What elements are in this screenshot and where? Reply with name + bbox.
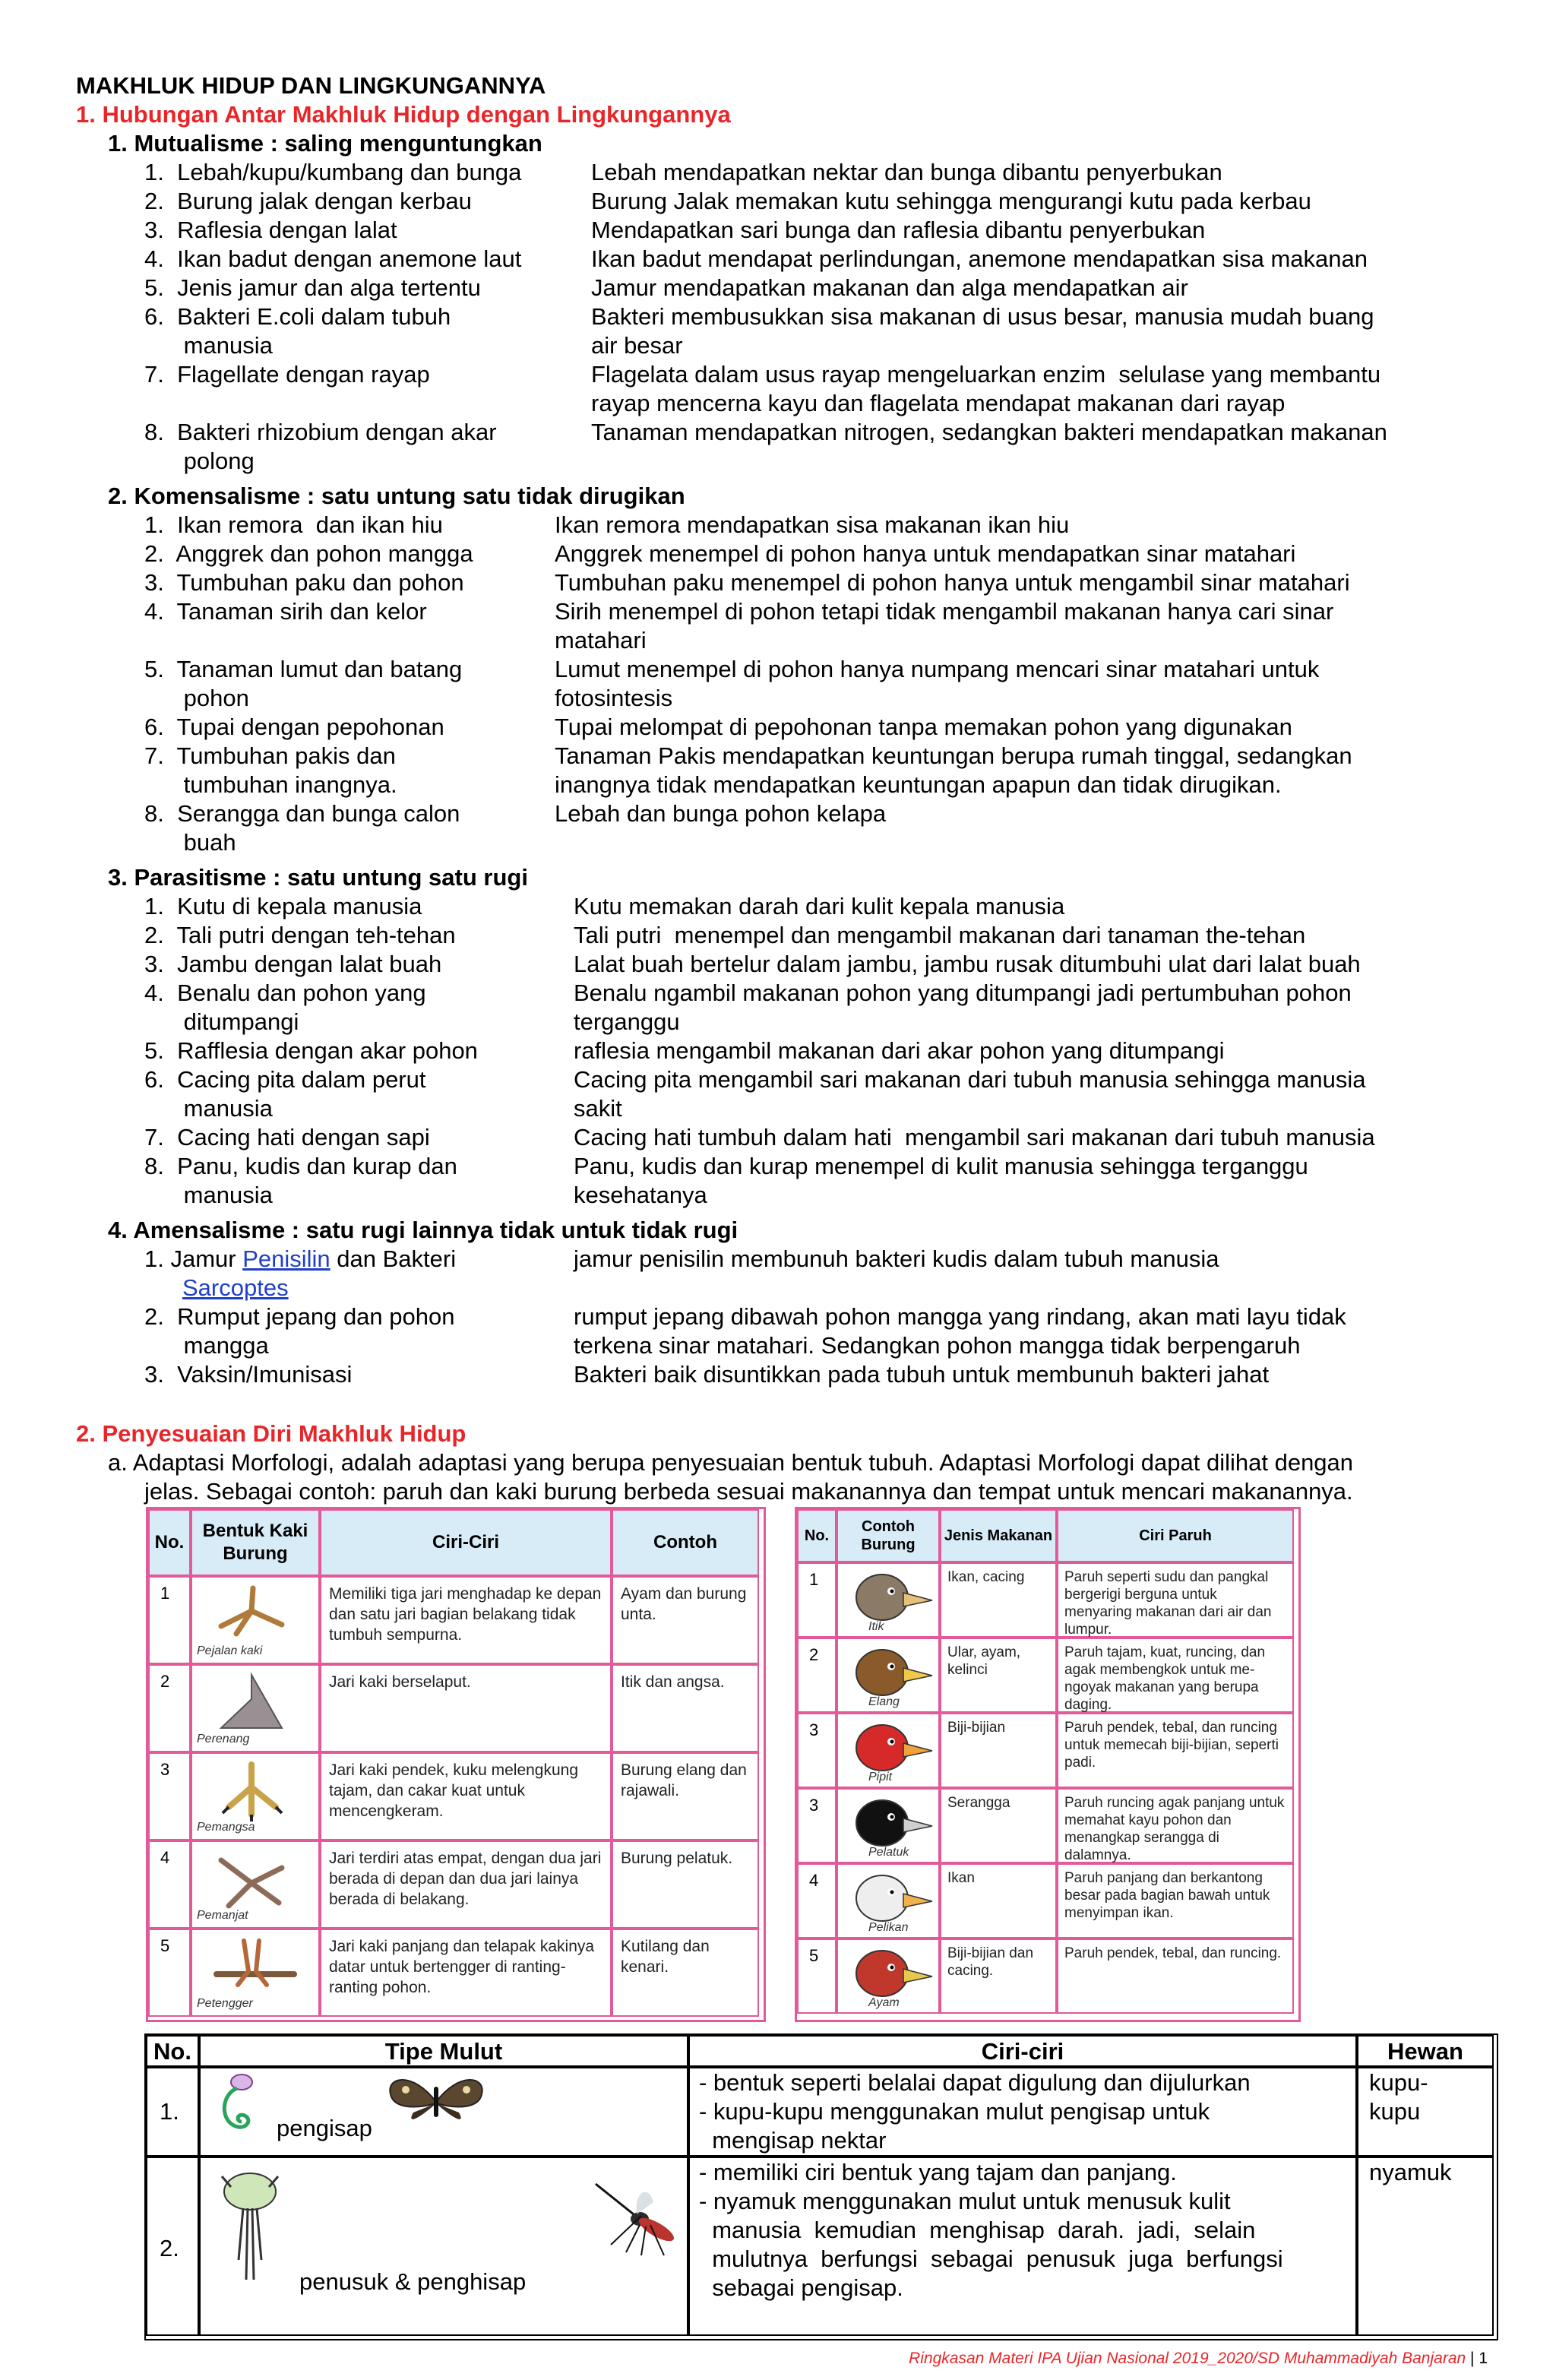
beak-row-caption: Elang: [868, 1695, 900, 1708]
mouth-row-2-hewan-cell: [1357, 2157, 1494, 2336]
komensalisme-heading: 2. Komensalisme : satu untung satu tidak dirugikan: [108, 483, 685, 509]
parasitisme-heading: 3. Parasitisme : satu untung satu rugi: [108, 864, 528, 891]
penisilin-link[interactable]: Penisilin: [242, 1245, 330, 1272]
feet-header-no: No.: [148, 1509, 191, 1576]
list-item-desc: raflesia mengambil makanan dari akar pohon yang ditumpangi: [574, 1037, 1225, 1064]
bird-feet-table: [146, 1507, 766, 2022]
list-item-term: 1. Lebah/kupu/kumbang dan bunga: [144, 159, 522, 185]
list-item-term: 8. Serangga dan bunga calon: [144, 800, 460, 827]
beak-row-makanan: Serangga: [940, 1788, 1057, 1863]
list-item-desc: Lalat buah bertelur dalam jambu, jambu rusak ditumbuhi ulat dari lalat buah: [574, 951, 1361, 977]
beak-row-picture: [837, 1713, 940, 1788]
beak-row-ciri: Paruh runcing agak panjang untuk memahat kayu pohon dan menangkap serangga di dalamnya.: [1057, 1788, 1294, 1863]
feet-row-contoh: Itik dan angsa.: [612, 1664, 759, 1752]
list-item-term: 2. Tali putri dengan teh-tehan: [144, 922, 456, 948]
feet-row-no: 3: [148, 1752, 191, 1840]
beak-row-no: 3: [797, 1713, 837, 1788]
feet-row-contoh: Ayam dan burung unta.: [612, 1576, 759, 1664]
list-item-desc: Lebah dan bunga pohon kelapa: [555, 800, 887, 827]
feet-row-ciri: Jari kaki panjang dan telapak kakinya datar untuk bertengger di ranting-ranting pohon.: [320, 1929, 612, 2017]
bird-beak-table: [795, 1507, 1301, 2022]
list-item-desc: Tanaman mendapatkan nitrogen, sedangkan bakteri mendapatkan makanan: [591, 419, 1387, 445]
feet-row-ciri: Jari terdiri atas empat, dengan dua jari berada di depan dan dua jari lainya berada di belakang.: [320, 1840, 612, 1929]
amensalisme-heading: 4. Amensalisme : satu rugi lainnya tidak untuk tidak rugi: [108, 1217, 738, 1243]
list-item-term: polong: [144, 448, 255, 474]
beak-header-makanan: Jenis Makanan: [940, 1509, 1057, 1562]
feet-row-contoh: Burung pelatuk.: [612, 1840, 759, 1929]
list-item-term: 5. Jenis jamur dan alga tertentu: [144, 274, 481, 301]
list-item-term: 5. Rafflesia dengan akar pohon: [144, 1037, 478, 1064]
mouth-header-no: No.: [146, 2035, 199, 2067]
list-item-term: 3. Tumbuhan paku dan pohon: [144, 569, 464, 596]
list-item-desc: fotosintesis: [555, 685, 673, 711]
amensalisme-item-1-pre: 1. Jamur: [144, 1245, 243, 1272]
feet-row-no: 4: [148, 1840, 191, 1929]
list-item-term: 6. Cacing pita dalam perut: [144, 1066, 426, 1093]
list-item-desc: Kutu memakan darah dari kulit kepala manusia: [574, 893, 1065, 919]
beak-header-no: No.: [797, 1509, 837, 1562]
list-item-term: manusia: [144, 332, 273, 359]
mouth-row-1-ciri-2: - kupu-kupu menggunakan mulut pengisap untuk: [699, 2098, 1210, 2125]
mouth-row-2-ciri-4: mulutnya berfungsi sebagai penusuk juga berfungsi: [699, 2245, 1283, 2272]
mouth-row-2-ciri-2: - nyamuk menggunakan mulut untuk menusuk kulit: [699, 2188, 1231, 2214]
mouth-row-1-hewan-1: kupu-: [1369, 2069, 1428, 2096]
proboscis-icon: [214, 2071, 263, 2140]
feet-row-picture: [191, 1664, 320, 1752]
list-item-desc: Ikan badut mendapat perlindungan, anemone mendapatkan sisa makanan: [591, 245, 1368, 272]
list-item-term: manusia: [144, 1095, 273, 1122]
list-item-term: 4. Ikan badut dengan anemone laut: [144, 245, 522, 272]
beak-row-caption: Pelatuk: [868, 1846, 909, 1859]
mouth-row-1-tipe: pengisap: [277, 2115, 372, 2141]
list-item-desc: Tanaman Pakis mendapatkan keuntungan berupa rumah tinggal, sedangkan: [555, 742, 1352, 769]
feet-row-picture: [191, 1840, 320, 1929]
list-item-desc: Tali putri menempel dan mengambil makanan dari tanaman the-tehan: [574, 922, 1306, 948]
mouth-type-table: [144, 2033, 1498, 2340]
mouth-row-2-ciri-cell: [688, 2157, 1357, 2336]
beak-row-caption: Pelikan: [868, 1921, 909, 1934]
feet-row-caption: Pejalan kaki: [197, 1644, 263, 1657]
mouth-row-1-ciri-cell: [688, 2067, 1357, 2157]
list-item-desc: sakit: [574, 1095, 622, 1122]
list-item-desc: Mendapatkan sari bunga dan raflesia dibantu penyerbukan: [591, 217, 1206, 243]
list-item-term: 5. Tanaman lumut dan batang: [144, 656, 463, 682]
mosquito-mouth-icon: [216, 2169, 284, 2283]
list-item-term: 8. Panu, kudis dan kurap dan: [144, 1153, 457, 1179]
beak-row-caption: Pipit: [868, 1771, 893, 1783]
list-item-desc: Ikan remora mendapatkan sisa makanan ikan hiu: [555, 511, 1070, 538]
beak-row-caption: Itik: [868, 1620, 884, 1633]
doc-title: MAKHLUK HIDUP DAN LINGKUNGANNYA: [76, 72, 546, 99]
sarcoptes-link[interactable]: Sarcoptes: [182, 1274, 289, 1301]
mouth-header-hewan: Hewan: [1357, 2035, 1494, 2067]
feet-row-ciri: Jari kaki pendek, kuku melengkung tajam, dan cakar kuat untuk mencengkeram.: [320, 1752, 612, 1840]
butterfly-icon: [383, 2071, 489, 2132]
list-item-desc: kesehatanya: [574, 1182, 707, 1208]
page-footer: [909, 2350, 1488, 2368]
list-item-desc: Tupai melompat di pepohonan tanpa memakan pohon yang digunakan: [555, 714, 1292, 740]
feet-row-caption: Pemangsa: [197, 1821, 255, 1834]
list-item-desc: Jamur mendapatkan makanan dan alga mendapatkan air: [591, 274, 1188, 301]
list-item-term: 7. Flagellate dengan rayap: [144, 361, 430, 388]
beak-header-ciri: Ciri Paruh: [1057, 1509, 1294, 1562]
list-item-desc: Burung Jalak memakan kutu sehingga mengurangi kutu pada kerbau: [591, 188, 1311, 214]
feet-row-no: 2: [148, 1664, 191, 1752]
list-item-term: 4. Tanaman sirih dan kelor: [144, 598, 427, 625]
mouth-row-2-tipe: penusuk & penghisap: [299, 2268, 527, 2295]
list-item-desc: Tumbuhan paku menempel di pohon hanya untuk mengambil sinar matahari: [555, 569, 1350, 596]
list-item-term: 2. Rumput jepang dan pohon: [144, 1303, 455, 1330]
mouth-row-2-ciri-3: manusia kemudian menghisap darah. jadi, selain: [699, 2217, 1256, 2243]
beak-row-picture: [837, 1788, 940, 1863]
list-item-desc: Flagelata dalam usus rayap mengeluarkan enzim selulase yang membantu: [591, 361, 1381, 388]
feet-row-caption: Perenang: [197, 1733, 250, 1745]
feet-row-picture: [191, 1576, 320, 1664]
list-item-desc: Lebah mendapatkan nektar dan bunga dibantu penyerbukan: [591, 159, 1222, 185]
table-row: [146, 2157, 199, 2336]
feet-row-ciri: Jari kaki berselaput.: [320, 1664, 612, 1752]
beak-row-makanan: Biji-bijian: [940, 1713, 1057, 1788]
beak-row-no: 5: [797, 1938, 837, 2014]
mouth-row-1-tipe-cell: [199, 2067, 688, 2157]
list-item-desc: Anggrek menempel di pohon hanya untuk mendapatkan sinar matahari: [555, 540, 1296, 567]
list-item-desc: Cacing hati tumbuh dalam hati mengambil sari makanan dari tubuh manusia: [574, 1124, 1375, 1150]
list-item-term: buah: [144, 829, 236, 856]
list-item-desc: Sirih menempel di pohon tetapi tidak mengambil makanan hanya cari sinar: [555, 598, 1334, 625]
list-item-desc: Panu, kudis dan kurap menempel di kulit manusia sehingga terganggu: [574, 1153, 1308, 1179]
list-item-term: 6. Bakteri E.coli dalam tubuh: [144, 303, 451, 330]
list-item-desc: air besar: [591, 332, 683, 359]
beak-row-no: 1: [797, 1562, 837, 1638]
mouth-row-1-no: 1.: [160, 2098, 179, 2125]
mouth-row-1-ciri-1: - bentuk seperti belalai dapat digulung dan dijulurkan: [699, 2069, 1251, 2096]
list-item-desc: Cacing pita mengambil sari makanan dari tubuh manusia sehingga manusia: [574, 1066, 1366, 1093]
beak-row-picture: [837, 1938, 940, 2014]
feet-row-contoh: Kutilang dan kenari.: [612, 1929, 759, 2017]
list-item-term: 3. Vaksin/Imunisasi: [144, 1361, 353, 1388]
list-item-term: pohon: [144, 685, 249, 711]
mouth-row-1-ciri-3: mengisap nektar: [699, 2127, 887, 2154]
mouth-row-1-hewan-cell: [1357, 2067, 1494, 2157]
feet-row-picture: [191, 1752, 320, 1840]
list-item-term: 2. Burung jalak dengan kerbau: [144, 188, 472, 214]
footer-text: Ringkasan Materi IPA Ujian Nasional 2019_2020/SD Muhammadiyah Banjaran: [909, 2350, 1466, 2367]
list-item-desc: terkena sinar matahari. Sedangkan pohon mangga tidak berpengaruh: [574, 1332, 1301, 1359]
beak-row-makanan: Biji-bijian dan cacing.: [940, 1938, 1057, 2014]
list-item-desc: Bakteri membusukkan sisa makanan di usus besar, manusia mudah buang: [591, 303, 1374, 330]
mouth-row-2-ciri-1: - memiliki ciri bentuk yang tajam dan panjang.: [699, 2159, 1177, 2185]
mouth-row-2-no: 2.: [160, 2235, 179, 2261]
feet-header-ciri: Ciri-Ciri: [320, 1509, 612, 1576]
amensalisme-item-1-post: dan Bakteri: [330, 1245, 457, 1272]
bird-head-icon: [844, 1565, 935, 1634]
beak-row-makanan: Ikan, cacing: [940, 1562, 1057, 1638]
section1-heading: 1. Hubungan Antar Makhluk Hidup dengan Lingkungannya: [76, 101, 731, 128]
list-item-term: 2. Anggrek dan pohon mangga: [144, 540, 473, 567]
beak-row-no: 3: [797, 1788, 837, 1863]
list-item-desc: terganggu: [574, 1008, 680, 1035]
page-number: 1: [1479, 2350, 1488, 2367]
table-row: [146, 2067, 199, 2157]
list-item-term: 4. Benalu dan pohon yang: [144, 980, 426, 1006]
list-item-term: 1. Ikan remora dan ikan hiu: [144, 511, 443, 538]
feet-row-caption: Pemanjat: [197, 1909, 248, 1922]
mutualisme-heading: 1. Mutualisme : saling menguntungkan: [108, 130, 542, 157]
feet-row-ciri: Memiliki tiga jari menghadap ke depan dan satu jari bagian belakang tidak tumbuh sempurna.: [320, 1576, 612, 1664]
mouth-row-2-hewan-1: nyamuk: [1369, 2159, 1452, 2185]
mosquito-icon: [580, 2161, 687, 2260]
feet-row-no: 5: [148, 1929, 191, 2017]
list-item-term: 7. Cacing hati dengan sapi: [144, 1124, 430, 1150]
mouth-header-ciri: Ciri-ciri: [688, 2035, 1357, 2067]
list-item-term: 7. Tumbuhan pakis dan: [144, 742, 396, 769]
list-item-term: manusia: [144, 1182, 273, 1208]
beak-row-ciri: Paruh tajam, kuat, runcing, dan agak membengkok untuk me-ngoyak makanan yang berupa daging.: [1057, 1638, 1294, 1713]
beak-row-makanan: Ular, ayam, kelinci: [940, 1638, 1057, 1713]
mouth-row-1-hewan-2: kupu: [1369, 2098, 1421, 2125]
feet-row-no: 1: [148, 1576, 191, 1664]
feet-header-contoh: Contoh: [612, 1509, 759, 1576]
footer-separator: |: [1466, 2350, 1479, 2367]
list-item-term: 6. Tupai dengan pepohonan: [144, 714, 444, 740]
list-item-desc: rayap mencerna kayu dan flagelata mendapat makanan dari rayap: [591, 390, 1286, 416]
feet-row-contoh: Burung elang dan rajawali.: [612, 1752, 759, 1840]
section2-para-line1: a. Adaptasi Morfologi, adalah adaptasi yang berupa penyesuaian bentuk tubuh. Adaptasi Morfologi dapat dilihat dengan: [108, 1449, 1354, 1476]
list-item-term: 3. Raflesia dengan lalat: [144, 217, 397, 243]
section2-para-line2: jelas. Sebagai contoh: paruh dan kaki burung berbeda sesuai makanannya dan tempat untuk mencari makanannya.: [144, 1478, 1353, 1505]
beak-row-no: 2: [797, 1638, 837, 1713]
beak-header-contoh: Contoh Burung: [837, 1509, 940, 1562]
list-item-term: 8. Bakteri rhizobium dengan akar: [144, 419, 497, 445]
mouth-header-tipe: Tipe Mulut: [199, 2035, 688, 2067]
mouth-row-2-tipe-cell: [199, 2157, 688, 2336]
list-item-desc: Bakteri baik disuntikkan pada tubuh untuk membunuh bakteri jahat: [574, 1361, 1270, 1388]
beak-row-picture: [837, 1562, 940, 1638]
list-item-term: 1. Kutu di kepala manusia: [144, 893, 422, 919]
beak-row-makanan: Ikan: [940, 1863, 1057, 1938]
list-item-desc: matahari: [555, 627, 647, 654]
feet-row-picture: [191, 1929, 320, 2017]
beak-row-picture: [837, 1863, 940, 1938]
list-item-term: ditumpangi: [144, 1008, 299, 1035]
beak-row-picture: [837, 1638, 940, 1713]
list-item-desc: rumput jepang dibawah pohon mangga yang rindang, akan mati layu tidak: [574, 1303, 1346, 1330]
beak-row-ciri: Paruh seperti sudu dan pangkal bergerigi berguna untuk menyaring makanan dari air dan lumpur.: [1057, 1562, 1294, 1638]
feet-row-caption: Petengger: [197, 1997, 253, 2010]
feet-header-bentuk: Bentuk Kaki Burung: [191, 1509, 320, 1576]
amensalisme-item-1-desc: jamur penisilin membunuh bakteri kudis dalam tubuh manusia: [574, 1245, 1219, 1272]
list-item-term: 3. Jambu dengan lalat buah: [144, 951, 442, 977]
beak-row-ciri: Paruh panjang dan berkantong besar pada bagian bawah untuk menyimpan ikan.: [1057, 1863, 1294, 1938]
list-item-desc: inangnya tidak mendapatkan keuntungan apapun dan tidak dirugikan.: [555, 771, 1282, 798]
beak-row-no: 4: [797, 1863, 837, 1938]
beak-row-ciri: Paruh pendek, tebal, dan runcing.: [1057, 1938, 1294, 2014]
beak-row-ciri: Paruh pendek, tebal, dan runcing untuk memecah biji-bijian, seperti padi.: [1057, 1713, 1294, 1788]
list-item-desc: Lumut menempel di pohon hanya numpang mencari sinar matahari untuk: [555, 656, 1320, 682]
section2-heading: 2. Penyesuaian Diri Makhluk Hidup: [76, 1420, 466, 1447]
list-item-term: mangga: [144, 1332, 269, 1359]
beak-row-caption: Ayam: [868, 1996, 900, 2009]
amensalisme-item-1: [144, 1245, 456, 1274]
list-item-term: tumbuhan inangnya.: [144, 771, 397, 798]
list-item-desc: Benalu ngambil makanan pohon yang ditumpangi jadi pertumbuhan pohon: [574, 980, 1352, 1006]
mouth-row-2-ciri-5: sebagai pengisap.: [699, 2274, 903, 2301]
